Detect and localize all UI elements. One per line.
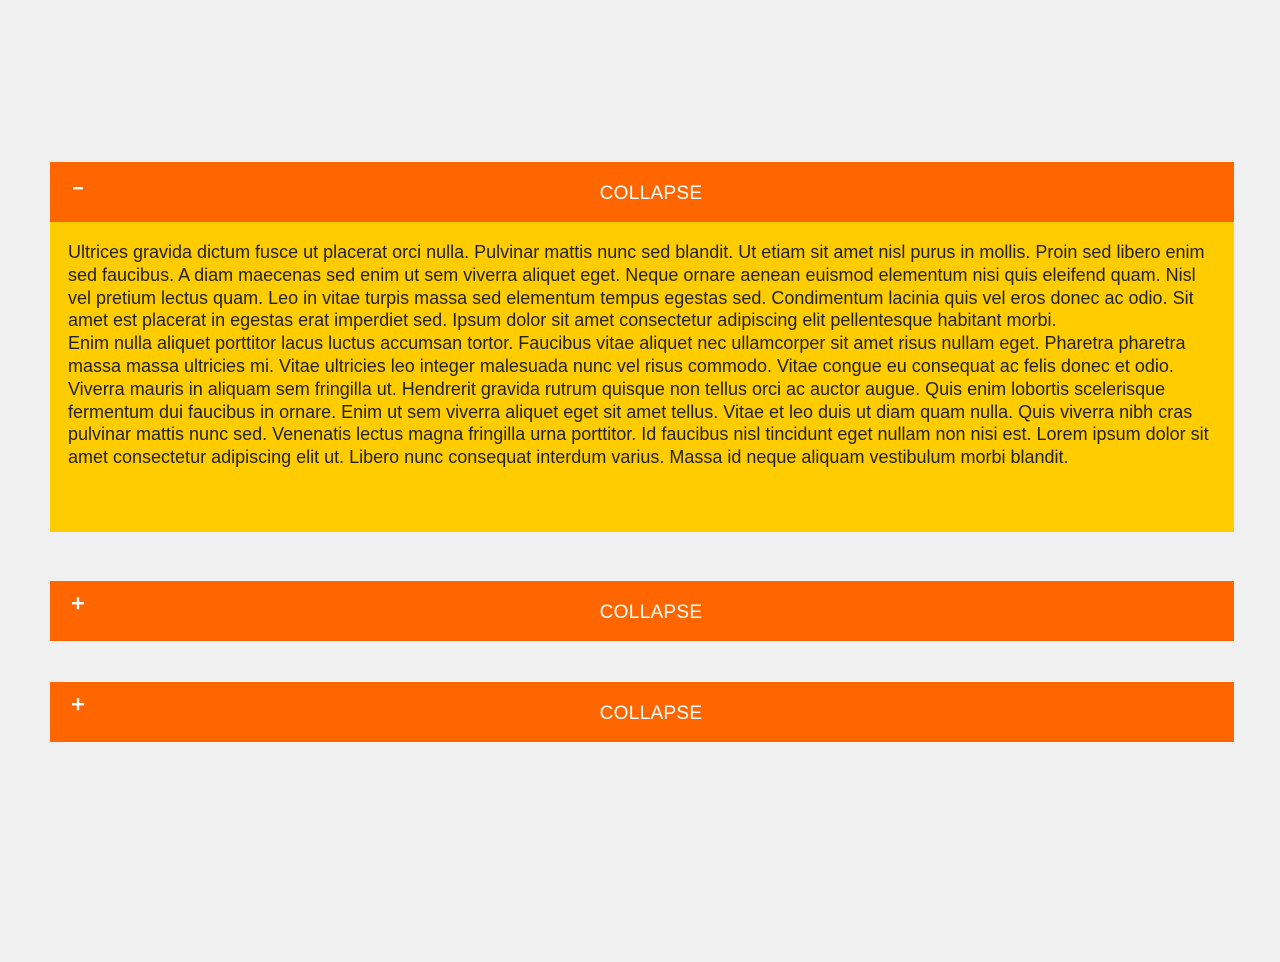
accordion-header-1[interactable] — [50, 162, 1234, 222]
accordion-item-2 — [50, 581, 1234, 641]
accordion-item-1 — [50, 162, 1234, 532]
accordion-content-1 — [50, 222, 1234, 532]
minus-icon[interactable] — [70, 176, 86, 192]
accordion-title-3: COLLAPSE — [599, 702, 703, 724]
accordion-header-3[interactable] — [50, 682, 1234, 742]
plus-icon[interactable] — [70, 595, 86, 611]
accordion-title-2: COLLAPSE — [599, 601, 703, 623]
accordion-item-3 — [50, 682, 1234, 742]
content-paragraph-1: Ultrices gravida dictum fusce ut placerat orci nulla. Pulvinar mattis nunc sed blandit. Ut etiam sit amet nisl purus in mollis. Proin sed libero enim sed faucibus. A diam maecenas sed enim ut sem viverra aliquet eget. Neque ornare aenean euismod elementum nisi quis eleifend quam. Nisl vel pretium lectus quam. Leo in vitae turpis massa sed elementum tempus egestas sed. Condimentum lacinia quis vel eros donec ac odio. Sit amet est placerat in egestas erat imperdiet sed. Ipsum dolor sit amet consectetur adipiscing elit pellentesque habitant morbi. — [68, 242, 1205, 331]
plus-icon[interactable] — [70, 696, 86, 712]
accordion-title-1: COLLAPSE — [599, 182, 703, 204]
accordion-header-2[interactable] — [50, 581, 1234, 641]
content-paragraph-2: Enim nulla aliquet porttitor lacus luctus accumsan tortor. Faucibus vitae aliquet nec ullamcorper sit amet risus nullam eget. Pharetra pharetra massa massa ultricies mi. Vitae ultricies leo integer malesuada nunc vel risus commodo. Vitae congue eu consequat ac felis donec et odio. Viverra mauris in aliquam sem fringilla ut. Hendrerit gravida rutrum quisque non tellus orci ac auctor augue. Quis enim lobortis scelerisque fermentum dui faucibus in ornare. Enim ut sem viverra aliquet eget sit amet tellus. Vitae et leo duis ut diam quam nulla. Quis viverra nibh cras pulvinar mattis nunc sed. Venenatis lectus magna fringilla urna porttitor. Id faucibus nisl tincidunt eget nullam non nisi est. Lorem ipsum dolor sit amet consectetur adipiscing elit ut. Libero nunc consequat interdum varius. Massa id neque aliquam vestibulum morbi blandit. — [68, 333, 1209, 468]
